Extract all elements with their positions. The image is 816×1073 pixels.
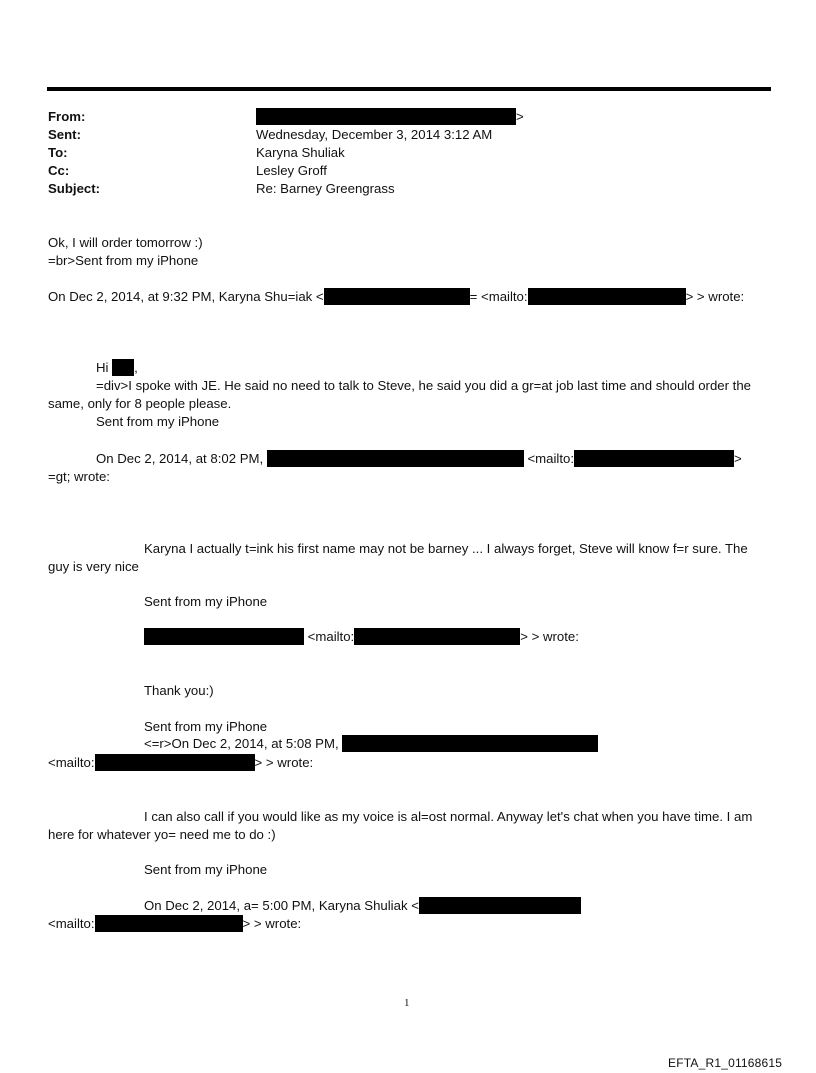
quote-header-text: > > wrote:	[242, 916, 302, 931]
cc-value: Lesley Groff	[256, 163, 327, 178]
from-label: From:	[48, 109, 86, 124]
body-line: same, only for 8 people please.	[48, 396, 232, 411]
quote-header	[96, 450, 742, 468]
quote-header	[48, 754, 313, 772]
quote-header-text: > > wrote:	[520, 629, 579, 644]
greeting-comma: ,	[134, 360, 138, 375]
body-line: =br>Sent from my iPhone	[48, 253, 199, 268]
signature-line: Sent from my iPhone	[144, 594, 268, 609]
cc-label: Cc:	[48, 163, 70, 178]
quote-header	[144, 897, 581, 915]
redaction-box	[528, 288, 686, 305]
redaction-box	[95, 915, 243, 932]
body-line: here for whatever yo= need me to do :)	[48, 827, 276, 842]
document-id: EFTA_R1_01168615	[668, 1056, 783, 1070]
quote-header-text: >	[734, 451, 742, 466]
to-label: To:	[48, 145, 68, 160]
signature-line: Sent from my iPhone	[144, 719, 268, 734]
quote-header	[48, 915, 301, 933]
quote-header-text: <=r>On Dec 2, 2014, at 5:08 PM,	[144, 736, 339, 751]
redaction-box	[342, 735, 598, 752]
quote-header-text: = <mailto:	[469, 289, 528, 304]
body-line: Thank you:)	[144, 683, 214, 698]
body-line: Karyna I actually t=ink his first name may not be barney ... I always forget, Steve will know f=r sure. The	[144, 541, 748, 556]
greeting	[96, 359, 138, 377]
quote-header-text: <mailto:	[48, 916, 95, 931]
page-number: 1	[404, 997, 410, 1009]
redaction-box	[354, 628, 520, 645]
header-rule	[47, 87, 771, 91]
redaction-box	[419, 897, 581, 914]
redaction-box	[256, 108, 516, 125]
quote-header-text: <mailto:	[527, 451, 575, 466]
sent-value: Wednesday, December 3, 2014 3:12 AM	[256, 127, 493, 142]
body-line: guy is very nice	[48, 559, 139, 574]
quote-header-text: <mailto:	[48, 755, 95, 770]
subject-label: Subject:	[48, 181, 101, 196]
quote-header-text: On Dec 2, 2014, a= 5:00 PM, Karyna Shuliak <	[144, 898, 419, 913]
from-value	[256, 108, 524, 126]
redaction-box	[112, 359, 134, 376]
subject-value: Re: Barney Greengrass	[256, 181, 395, 196]
redaction-box	[267, 450, 524, 467]
quote-header	[144, 735, 598, 753]
body-line: I can also call if you would like as my voice is al=ost normal. Anyway let's chat when you have time. I am	[144, 809, 753, 824]
to-value: Karyna Shuliak	[256, 145, 345, 160]
quote-header-text: On Dec 2, 2014, at 8:02 PM,	[96, 451, 264, 466]
quote-header-text: <mailto:	[307, 629, 355, 644]
body-line: =div>I spoke with JE. He said no need to talk to Steve, he said you did a gr=at job last time and should order the	[96, 378, 752, 393]
greeting-text: Hi	[96, 360, 109, 375]
redaction-box	[144, 628, 304, 645]
redaction-box	[324, 288, 470, 305]
from-suffix: >	[516, 109, 524, 124]
signature-line: Sent from my iPhone	[96, 414, 220, 429]
quote-header	[48, 288, 744, 306]
body-line: Ok, I will order tomorrow :)	[48, 235, 203, 250]
signature-line: Sent from my iPhone	[144, 862, 268, 877]
quote-header-text: > > wrote:	[685, 289, 745, 304]
quote-header-text: On Dec 2, 2014, at 9:32 PM, Karyna Shu=iak <	[48, 289, 324, 304]
quote-header	[144, 628, 579, 646]
redaction-box	[574, 450, 734, 467]
quote-header-text: > > wrote:	[254, 755, 314, 770]
redaction-box	[95, 754, 255, 771]
sent-label: Sent:	[48, 127, 81, 142]
body-line: =gt; wrote:	[48, 469, 110, 484]
